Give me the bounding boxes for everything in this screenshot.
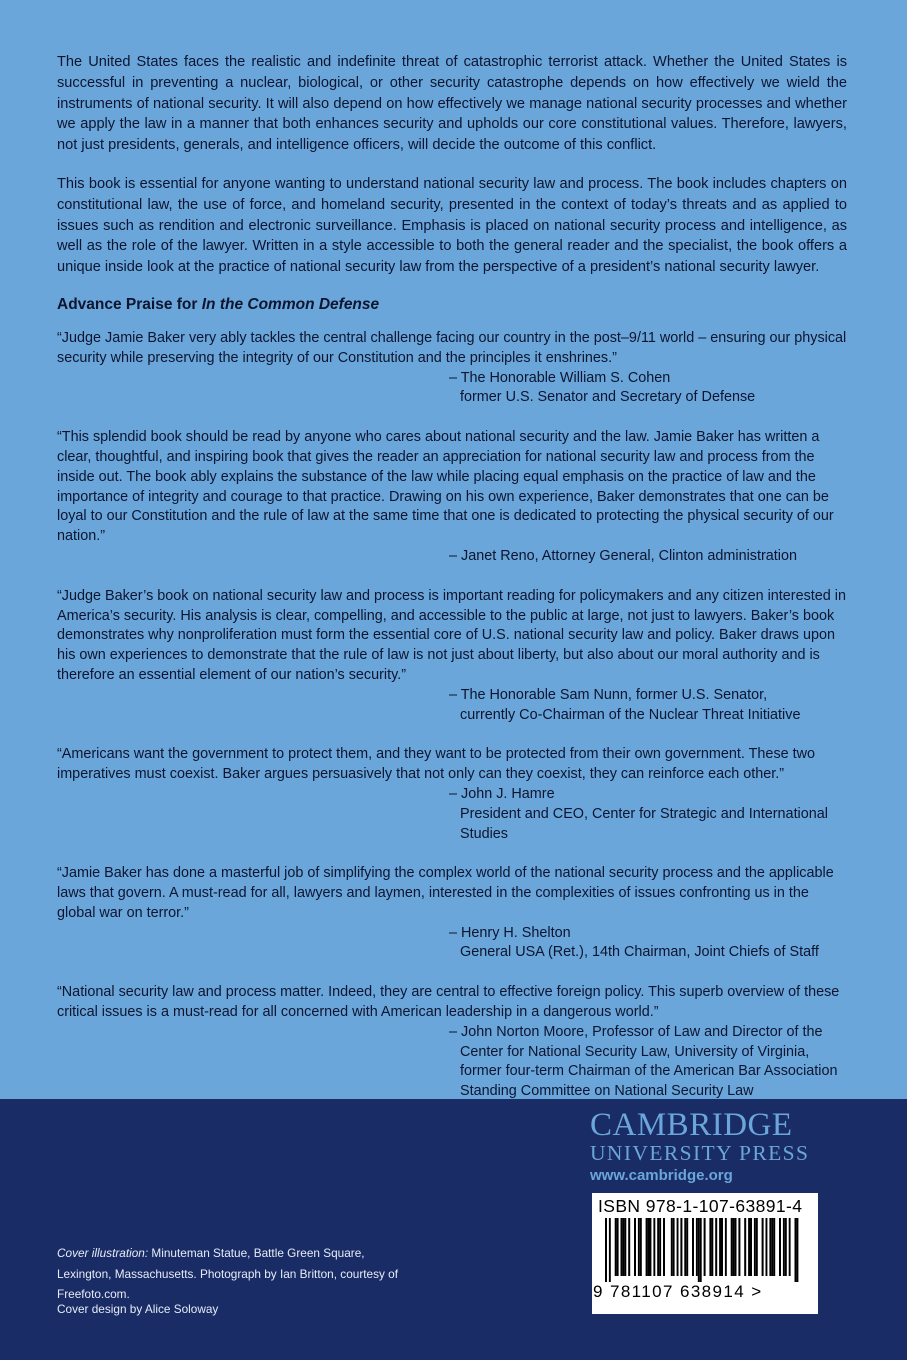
barcode-bar [692,1218,694,1276]
quote-text: “This splendid book should be read by anyone who cares about national security and the law. Jamie Baker has written a clear, thoughtful, and inspiring book that gives the reader an appreciation for national security law and process from the inside out. The book ably explains the substance of the law while placing equal emphasis on the practice of law and the importance of integrity and courage to that practice. Drawing on his own experience, Baker demonstrates that one can be loyal to our Constitution and the rule of law at the same time that one is dedicated to protecting the physical security of our nation.” [57,429,834,545]
barcode-bar [671,1218,673,1276]
quote-text: “Jamie Baker has done a masterful job of simplifying the complex world of the national security process and the applicable laws that govern. A must-read for all, lawyers and laymen, interested in the complexities of issues confronting us in the global war on terror.” [57,865,834,921]
barcode-bar [634,1218,636,1276]
barcode-bar [650,1218,652,1276]
quote-attribution [449,547,847,567]
barcode-bar [622,1218,624,1276]
praise-quote [57,428,847,567]
attribution-line: – Janet Reno, Attorney General, Clinton administration [449,547,797,564]
barcode-bar [704,1218,706,1276]
publisher-subtitle: UNIVERSITY PRESS [590,1141,810,1165]
barcode-bar [785,1218,787,1276]
quote-attribution [449,686,847,726]
barcode-bar [698,1218,700,1282]
attribution-line: General USA (Ret.), 14th Chairman, Joint Chiefs of Staff [460,944,819,961]
isbn-barcode [592,1193,818,1314]
praise-quote [57,983,847,1102]
barcode-bar [686,1218,688,1276]
barcode-bar [659,1218,661,1276]
barcode-bar [795,1218,797,1282]
attribution-line: – The Honorable William S. Cohen [449,369,671,386]
praise-quote [57,329,847,408]
attribution-line: – The Honorable Sam Nunn, former U.S. Senator, [449,686,768,703]
quote-attribution [449,1023,847,1102]
barcode-bar [771,1218,773,1276]
praise-quote [57,587,847,726]
attribution-line: former U.S. Senator and Secretary of Defense [460,389,756,406]
barcode-bar [789,1218,791,1276]
praise-quote [57,745,847,844]
barcode-bar [744,1218,746,1276]
barcode-bar [621,1218,623,1276]
attribution-line: Standing Committee on National Security Law [460,1083,754,1100]
cover-text-area [57,52,847,1122]
barcode-bar [773,1218,775,1276]
attribution-line: Center for National Security Law, University of Virginia, [460,1043,810,1060]
quote-attribution [449,369,847,409]
barcode-bar [624,1218,626,1276]
praise-quotes [57,329,847,1102]
barcode-bar [762,1218,764,1276]
attribution-line: – John J. Hamre [449,785,555,802]
barcode-bar [609,1218,611,1282]
barcode-bar [673,1218,675,1276]
barcode-bar [657,1218,659,1276]
barcode-bar [617,1218,619,1276]
barcode-bar [615,1218,617,1276]
barcode-bar [783,1218,785,1276]
attribution-line: – John Norton Moore, Professor of Law and Director of the [449,1023,823,1040]
barcode-bar [711,1218,713,1276]
barcode-bar [756,1218,758,1276]
quote-attribution [449,785,847,844]
barcode-bar [738,1218,740,1276]
quote-text: “Judge Baker’s book on national security law and process is important reading for policymakers and any citizen interested in America’s security. His analysis is clear, compelling, and accessible to the public at large, not just to lawyers. Baker’s book demonstrates why nonproliferation must form the essential core of U.S. national security law and policy. Baker draws upon his own experiences to demonstrate that the rule of law is not just about liberty, but also about our moral authority and is therefore an essential element of our nation’s security.” [57,587,846,683]
publisher-logo [590,1108,820,1184]
barcode-bar [769,1218,771,1276]
credit-text: Minuteman Statue, Battle Green Square, Lexington, Massachusetts. Photograph by Ian Britton, courtesy of Freefoto.com. [57,1246,398,1301]
barcode-bar [646,1218,648,1276]
barcode-bar [750,1218,752,1276]
quote-text: “National security law and process matter. Indeed, they are central to effective foreign policy. This superb overview of these critical issues is a must-read for all concerned with American leadership in a dangerous world.” [57,984,840,1021]
barcode-bar [733,1218,735,1276]
barcode-bar [719,1218,721,1276]
quote-attribution [449,924,847,964]
barcode-bar [700,1218,702,1282]
barcode-bar [715,1218,717,1276]
barcode-bar [721,1218,723,1276]
credit-label: Cover illustration: [57,1246,149,1260]
praise-quote [57,864,847,963]
barcode-bar [653,1218,655,1276]
intro-paragraph-1: The United States faces the realistic and indefinite threat of catastrophic terrorist attack. Whether the United States is successful in preventing a nuclear, biological, or other security catastrophe depends on how effectively we wield the instruments of national security. It will also depend on how effectively we manage national security processes and whether we apply the law in a manner that both enhances security and upholds our core constitutional values. Therefore, lawyers, not just presidents, generals, and intelligence officers, will decide the outcome of this conflict. [57,54,847,154]
isbn-number: ISBN 978-1-107-63891-4 [598,1196,803,1216]
barcode-bar [754,1218,756,1276]
barcode-bar [735,1218,737,1276]
barcode-bar [677,1218,679,1276]
ean-digits: 9 781107 638914 > [593,1282,763,1301]
barcode-bar [605,1218,607,1282]
barcode-bar [696,1218,698,1276]
praise-heading-prefix: Advance Praise for [57,295,202,313]
barcode-bar [748,1218,750,1276]
barcode-bar [638,1218,640,1276]
attribution-line: President and CEO, Center for Strategic and International Studies [460,805,828,842]
barcode-bar [640,1218,642,1276]
barcode-bar [709,1218,711,1276]
attribution-line: currently Co-Chairman of the Nuclear Threat Initiative [460,706,801,723]
barcode-bar [796,1218,798,1282]
barcode-bar [684,1218,686,1276]
barcode-bar [648,1218,650,1276]
praise-heading-title: In the Common Defense [201,295,380,313]
barcode-bar [779,1218,781,1276]
barcode-bar [628,1218,630,1276]
barcode-bar [663,1218,665,1276]
cover-illustration-credit [57,1243,417,1305]
intro-paragraph-2: This book is essential for anyone wanting to understand national security law and process. The book includes chapters on constitutional law, the use of force, and homeland security, presented in the context of today’s threats and as applied to issues such as rendition and electronic surveillance. Emphasis is placed on national security process and intelligence, as well as the role of the lawyer. Written in a style accessible to both the general reader and the specialist, the book offers a unique inside look at the practice of national security law from the perspective of a president’s national security lawyer. [57,175,847,276]
attribution-line: former four-term Chairman of the American Bar Association [460,1063,838,1080]
barcode-bar [725,1218,727,1276]
barcode-bars [605,1218,805,1282]
cover-design-credit: Cover design by Alice Soloway [57,1302,219,1316]
barcode-bar [680,1218,682,1276]
attribution-line: – Henry H. Shelton [449,924,571,941]
publisher-url: www.cambridge.org [590,1167,733,1184]
barcode-bar [731,1218,733,1276]
quote-text: “Judge Jamie Baker very ably tackles the central challenge facing our country in the post–9/11 world – ensuring our physical security while preserving the integrity of our Constitution and the principles it enshrines.” [57,329,847,366]
publisher-name: CAMBRIDGE [590,1107,793,1143]
praise-heading [57,296,847,314]
barcode-bar [766,1218,768,1276]
quote-text: “Americans want the government to protect them, and they want to be protected from their own government. These two imperatives must coexist. Baker argues persuasively that not only can they coexist, they can reinforce each other.” [57,746,816,783]
